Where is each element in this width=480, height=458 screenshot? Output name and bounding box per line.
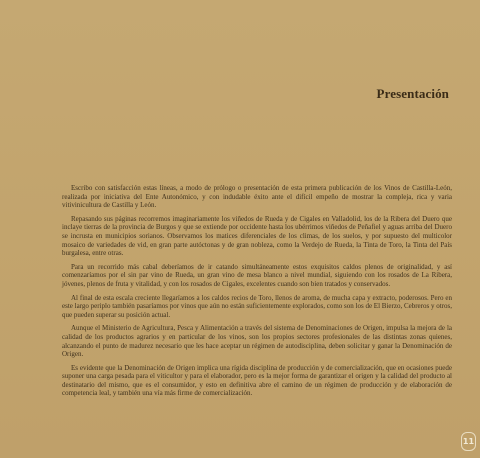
paragraph-1: Escribo con satisfacción estas líneas, a modo de prólogo o presentación de esta primera publicación de los Vinos de Castilla-León, realizada por iniciativa del Ente Autonómico, y con indudable éxito ante el difícil empeño de mostrar la compleja, rica y varia vitivinicultura de Castilla y León.	[62, 184, 452, 210]
paragraph-6: Es evidente que la Denominación de Origen implica una rígida disciplina de producción y de comercialización, que en ocasiones puede suponer una carga pesada para el viticultor y para el elaborador, pero es la mejor forma de garantizar el origen y la calidad del producto al destinatario del mismo, que es el consumidor, y esto en definitiva abre el camino de un régimen de producción y de elaboración de competencia leal, y también una vía más firme de comercialización.	[62, 363, 452, 398]
paragraph-5: Aunque el Ministerio de Agricultura, Pesca y Alimentación a través del sistema de Denominaciones de Origen, impulsa la mejora de la calidad de los productos agrarios y en particular de los vinos, son los propios sectores profesionales de las distintas zonas quienes, alcanzando el punto de madurez necesario que les hace aceptar un régimen de autodisciplina, deben solicitar y ganar la Denominación de Origen.	[62, 324, 452, 359]
paragraph-3: Para un recorrido más cabal deberíamos de ir catando simultáneamente estos exquisitos caldos plenos de originalidad, y así comenzaríamos por el sin par vino de Rueda, un gran vino de mesa blanco a nivel mundial, siguiendo con los rosados de La Ribera, jóvenes, plenos de fruta y vitalidad, y con los rosados de Cigales, excelentes cuando son bien tratados y conservados.	[62, 262, 452, 288]
page-number-badge: 11	[461, 432, 476, 451]
paragraph-4: Al final de esta escala creciente llegaríamos a los caldos recios de Toro, llenos de aroma, de mucha capa y extracto, poderosos. Pero en este largo periplo también pasaríamos por vinos que aún no están suficientemente explorados, como son los de El Bierzo, Cebreros y otros, que pueden superar su posición actual.	[62, 293, 452, 319]
page-title: Presentación	[376, 86, 449, 101]
paragraph-2: Repasando sus páginas recorremos imaginariamente los viñedos de Rueda y de Cigales en Valladolid, los de la Ribera del Duero que inclaye tierras de la provincia de Burgos y que se extiende por occidente hasta los ubérrimos viñedos de Peñafiel y aguas arriba del Duero se incrusta en municipios sorianos. Observamos los matices diferenciales de los climas, de los suelos, y por supuesto del multicolor mosaico de variedades de vid, en gran parte autóctonas y de gran nobleza, como la Verdejo de Rueda, la Tinta de Toro, la Tinta del País burgalesa, entre otras.	[62, 214, 452, 258]
body-text	[62, 184, 452, 403]
